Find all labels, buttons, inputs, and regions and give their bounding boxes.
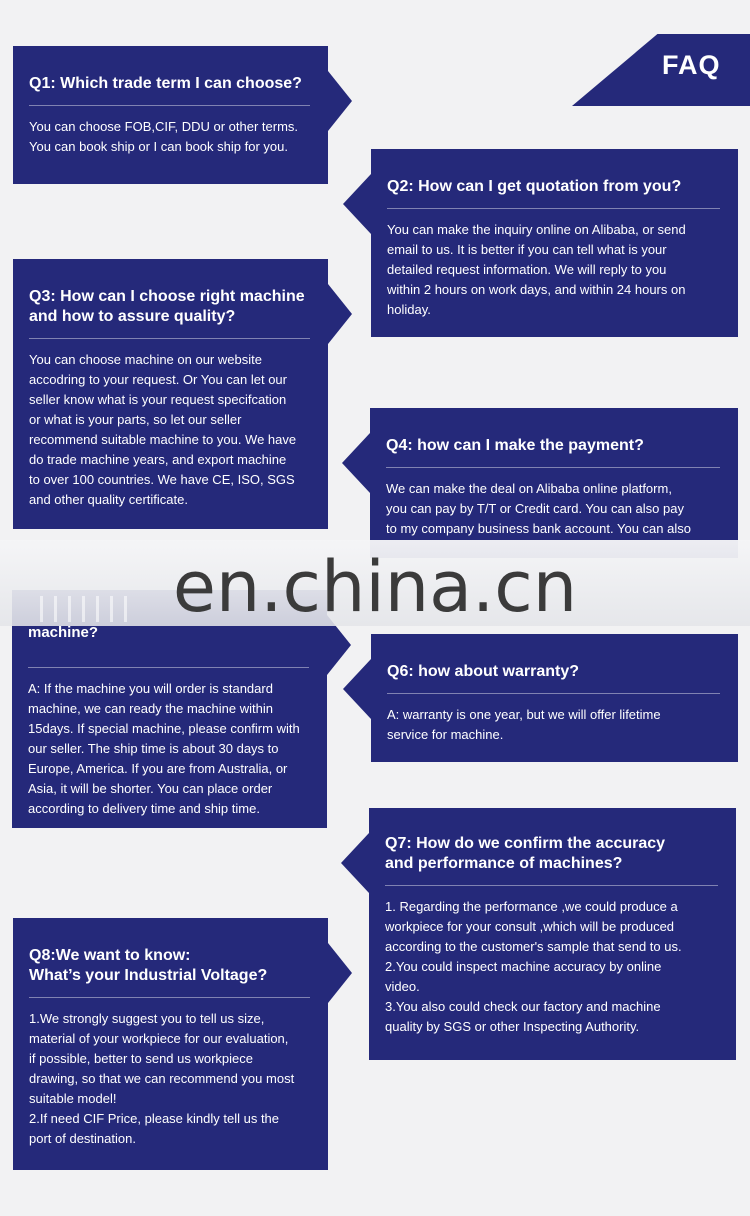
faq-card-q7 <box>369 808 736 1060</box>
faq-answer: A: If the machine you will order is standard machine, we can ready the machine within 15days. If special machine, please confirm with our seller. The ship time is about 30 days to Europe, America. If you are from Australia, or Asia, it will be shorter. You can place order according to delivery time and ship time. <box>28 681 300 816</box>
faq-question: Q1: Which trade term I can choose? <box>29 75 302 92</box>
divider <box>29 997 310 998</box>
divider <box>385 885 718 886</box>
faq-card-q6 <box>371 634 738 762</box>
faq-question: machine? <box>28 624 99 641</box>
faq-answer: You can choose machine on our website accodring to your request. Or You can let our seller know what is your request specifcation or what is your parts, so let our seller recommend suitable machine to you. We have do trade machine years, and export machine to over 100 countries. We have CE, ISO, SGS and other quality certificate. <box>29 352 297 507</box>
faq-answer: You can choose FOB,CIF, DDU or other terms. You can book ship or I can book ship for you. <box>29 119 299 154</box>
page-title: FAQ <box>662 50 721 80</box>
faq-card-q2 <box>371 149 738 337</box>
faq-banner <box>572 34 750 106</box>
faq-answer: 1. Regarding the performance ,we could produce a workpiece for your consult ,which will be produced according to the customer's sample that send to us. 2.You could inspect machine accuracy by online video. 3.You also could check our factory and machine quality by SGS or other Inspecting Authority. <box>385 899 682 1034</box>
faq-question: Q7: How do we confirm the accuracy and performance of machines? <box>385 835 666 872</box>
faq-card-q8 <box>13 918 328 1170</box>
faq-question: Q6: how about warranty? <box>387 663 580 680</box>
faq-card-q3 <box>13 259 328 529</box>
faq-question: Q3: How can I choose right machine and how to assure quality? <box>29 288 305 325</box>
divider <box>387 693 720 694</box>
faq-question: Q8:We want to know: What’s your Industrial Voltage? <box>29 947 268 984</box>
watermark-text: en.china.cn <box>172 546 578 628</box>
divider <box>386 467 720 468</box>
divider <box>29 338 310 339</box>
faq-question: Q2: How can I get quotation from you? <box>387 178 682 195</box>
faq-answer: A: warranty is one year, but we will offer lifetime service for machine. <box>387 707 661 742</box>
divider <box>29 105 310 106</box>
faq-answer: We can make the deal on Alibaba online platform, you can pay by T/T or Credit card. You can also pay to my company business bank account. You can also <box>386 481 691 536</box>
faq-answer: You can make the inquiry online on Alibaba, or send email to us. It is better if you can tell what is your detailed request information. We will reply to you within 2 hours on work days, and within 24 hours on holiday. <box>387 222 686 317</box>
faq-answer: 1.We strongly suggest you to tell us size, material of your workpiece for our evaluation, if possible, better to send us workpiece drawing, so that we can recommend you most suitable model! 2.If need CIF Price, please kindly tell us the port of destination. <box>29 1011 295 1146</box>
faq-card-q4 <box>370 408 738 558</box>
divider <box>387 208 720 209</box>
faq-question: Q4: how can I make the payment? <box>386 437 644 454</box>
divider <box>28 667 309 668</box>
faq-card-q1 <box>13 46 328 184</box>
